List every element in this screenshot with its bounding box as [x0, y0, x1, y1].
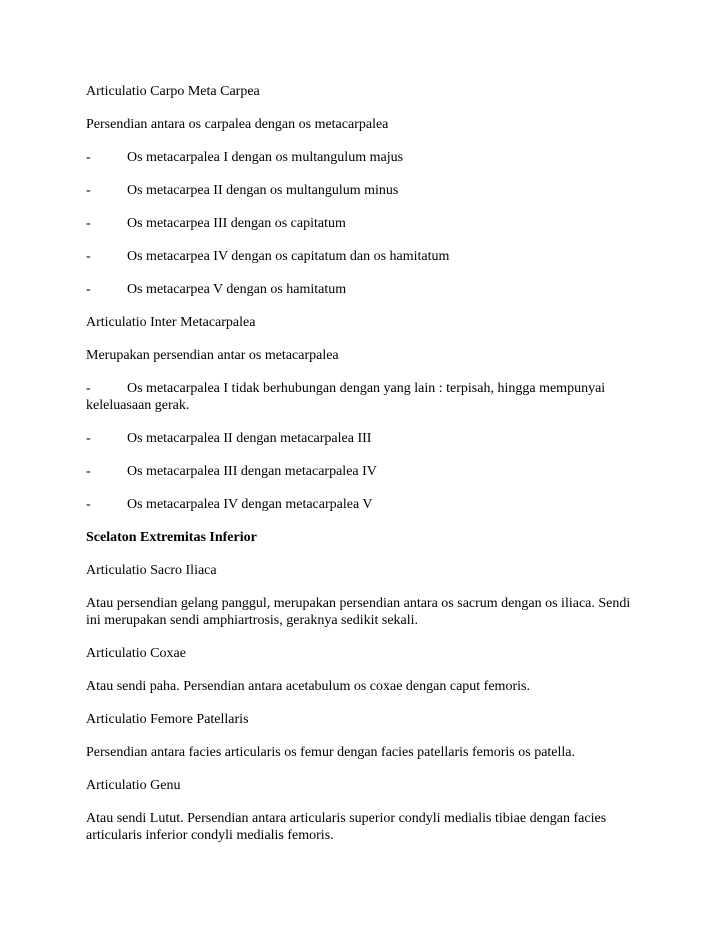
- list-item: [86, 281, 646, 298]
- list-item-text: Os metacarpalea I tidak berhubungan dengan yang lain : terpisah, hingga mempunyai keleluasaan gerak.: [86, 381, 606, 413]
- list-item-text: Os metacarpea V dengan os hamitatum: [127, 282, 347, 297]
- list-item: [86, 463, 646, 480]
- paragraph: Atau sendi Lutut. Persendian antara articularis superior condyli medialis tibiae dengan facies articularis inferior condyli medialis femoris.: [86, 811, 607, 843]
- list-item: [86, 496, 646, 513]
- list-dash: -: [86, 497, 91, 512]
- paragraph: Merupakan persendian antar os metacarpalea: [86, 348, 339, 363]
- paragraph: Atau persendian gelang panggul, merupakan persendian antara os sacrum dengan os iliaca. Sendi ini merupakan sendi amphiartrosis, geraknya sedikit sekali.: [86, 596, 631, 628]
- section-heading: Scelaton Extremitas Inferior: [86, 530, 257, 545]
- paragraph: Articulatio Coxae: [86, 646, 186, 661]
- list-item: [86, 248, 646, 265]
- list-dash: -: [86, 464, 91, 479]
- list-item-text: Os metacarpea II dengan os multangulum minus: [127, 183, 399, 198]
- list-item-text: Os metacarpalea I dengan os multangulum majus: [127, 150, 404, 165]
- list-item: [86, 149, 646, 166]
- paragraph: Persendian antara os carpalea dengan os metacarpalea: [86, 117, 389, 132]
- list-item: [86, 215, 646, 232]
- list-item: [86, 380, 646, 414]
- list-item: [86, 430, 646, 447]
- list-dash: -: [86, 282, 91, 297]
- list-dash: -: [86, 381, 91, 396]
- list-dash: -: [86, 431, 91, 446]
- paragraph: Atau sendi paha. Persendian antara acetabulum os coxae dengan caput femoris.: [86, 679, 530, 694]
- list-dash: -: [86, 183, 91, 198]
- paragraph: Persendian antara facies articularis os femur dengan facies patellaris femoris os patella.: [86, 745, 576, 760]
- list-item-text: Os metacarpalea IV dengan metacarpalea V: [127, 497, 373, 512]
- paragraph: Articulatio Carpo Meta Carpea: [86, 84, 260, 99]
- paragraph: Articulatio Sacro Iliaca: [86, 563, 217, 578]
- list-dash: -: [86, 249, 91, 264]
- list-item-text: Os metacarpalea II dengan metacarpalea III: [127, 431, 372, 446]
- list-dash: -: [86, 216, 91, 231]
- list-item-text: Os metacarpea III dengan os capitatum: [127, 216, 346, 231]
- list-item-text: Os metacarpea IV dengan os capitatum dan os hamitatum: [127, 249, 450, 264]
- document-body: [86, 83, 646, 860]
- paragraph: Articulatio Inter Metacarpalea: [86, 315, 256, 330]
- paragraph: Articulatio Femore Patellaris: [86, 712, 249, 727]
- list-item-text: Os metacarpalea III dengan metacarpalea IV: [127, 464, 377, 479]
- list-item: [86, 182, 646, 199]
- list-dash: -: [86, 150, 91, 165]
- paragraph: Articulatio Genu: [86, 778, 181, 793]
